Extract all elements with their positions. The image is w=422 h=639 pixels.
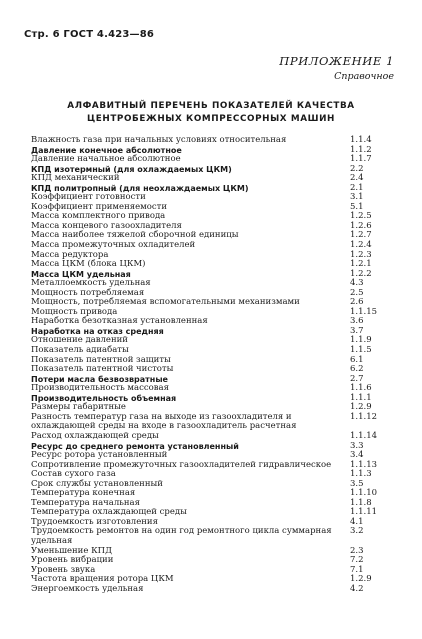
item-number: 4.1 [350, 516, 364, 527]
item-label: Мощность, потребляемая вспомогательными механизмами [31, 297, 300, 308]
item-label: КПД политропный (для неохлаждаемых ЦКМ) [31, 183, 249, 193]
item-label: Масса концевого газоохладителя [31, 220, 182, 231]
item-label: Коэффициент применяемости [31, 201, 167, 212]
item-number: 1.1.8 [350, 497, 372, 508]
item-number: 1.2.5 [350, 211, 372, 222]
item-number: 3.2 [350, 526, 364, 537]
item-number: 1.1.13 [350, 459, 378, 470]
item-number: 1.2.2 [350, 268, 372, 279]
item-label: Мощность привода [31, 306, 118, 317]
item-label: Сопротивление промежуточных газоохладителей гидравлическое [31, 459, 332, 470]
item-number: 1.1.12 [350, 411, 378, 422]
list-item [31, 432, 396, 442]
list-item [31, 260, 396, 270]
item-number: 6.2 [350, 364, 364, 375]
item-number: 1.2.1 [350, 259, 372, 270]
item-number: 2.6 [350, 297, 364, 308]
appendix-title: ПРИЛОЖЕНИЕ 1 [279, 54, 394, 68]
item-label: Масса редуктора [31, 249, 109, 260]
list-item [31, 413, 396, 432]
item-label: Ресурс до среднего ремонта установленный [31, 441, 239, 451]
item-number: 1.2.9 [350, 402, 372, 413]
document-title-line-1: АЛФАВИТНЫЙ ПЕРЕЧЕНЬ ПОКАЗАТЕЛЕЙ КАЧЕСТВА [67, 101, 355, 111]
item-number: 3.6 [350, 316, 364, 327]
item-label: Масса ЦКМ (блока ЦКМ) [31, 259, 146, 270]
item-label: Масса промежуточных охладителей [31, 240, 196, 251]
item-label: Уменьшение КПД [31, 545, 112, 556]
list-item [31, 384, 396, 394]
item-number: 3.4 [350, 450, 364, 461]
list-item [31, 585, 396, 595]
item-label: Масса комплектного привода [31, 211, 166, 222]
item-label: Температура конечная [31, 488, 136, 499]
item-label: Давление начальное абсолютное [31, 154, 181, 165]
item-number: 1.1.1 [350, 392, 372, 403]
item-number: 1.1.4 [350, 135, 372, 145]
list-item [31, 365, 396, 375]
item-label: Температура начальная [31, 497, 140, 508]
item-number: 1.1.6 [350, 383, 372, 394]
item-number: 1.2.6 [350, 220, 372, 231]
item-number: 4.3 [350, 278, 364, 289]
item-number: 1.1.10 [350, 488, 378, 499]
item-number: 2.7 [350, 373, 364, 384]
item-label: Расход охлаждающей среды [31, 430, 159, 441]
item-number: 1.2.7 [350, 230, 372, 241]
item-number: 3.3 [350, 440, 364, 451]
item-label: Металлоемкость удельная [31, 278, 151, 289]
document-title-line-2: ЦЕНТРОБЕЖНЫХ КОМПРЕССОРНЫХ МАШИН [86, 114, 336, 124]
list-item [31, 317, 396, 327]
item-number: 2.2 [350, 163, 364, 174]
item-number: 3.5 [350, 478, 364, 489]
item-number: 1.2.4 [350, 240, 372, 251]
item-label: Производительность массовая [31, 383, 169, 394]
item-label: Уровень звука [31, 564, 96, 575]
item-label: Показатель патентной защиты [31, 354, 171, 365]
item-number: 1.1.14 [350, 430, 378, 441]
item-label: Коэффициент готовности [31, 192, 146, 203]
item-label: Отношение давлений [31, 335, 128, 346]
item-label: Масса наиболее тяжелой сборочной единицы [31, 230, 239, 241]
item-label: Срок службы установленный [31, 478, 163, 489]
item-number: 1.1.5 [350, 345, 372, 356]
item-label: Мощность потребляемая [31, 287, 145, 298]
item-label: Масса ЦКМ удельная [31, 269, 131, 279]
item-label: Состав сухого газа [31, 469, 116, 480]
list-item [31, 155, 396, 165]
appendix-block [279, 54, 394, 82]
item-number: 1.1.7 [350, 154, 372, 165]
item-label: Показатель патентной чистоты [31, 364, 174, 375]
item-label: Наработка на отказ средняя [31, 326, 164, 336]
item-number: 7.1 [350, 564, 364, 575]
item-number: 2.3 [350, 545, 364, 556]
appendix-subtitle: Справочное [334, 71, 394, 82]
item-label: Температура охлаждающей среды [31, 507, 187, 518]
item-label: Влажность газа при начальных условиях относительная [31, 135, 287, 145]
item-number: 2.4 [350, 173, 364, 184]
item-number: 1.1.2 [350, 144, 372, 155]
item-number: 1.1.11 [350, 507, 378, 518]
item-label: Трудоемкость изготовления [31, 516, 158, 527]
page-header: Стр. 6 ГОСТ 4.423—86 [24, 29, 155, 40]
item-number: 2.1 [350, 182, 364, 193]
item-number: 1.1.15 [350, 306, 378, 317]
item-label: Энергоемкость удельная [31, 583, 144, 594]
item-number: 3.1 [350, 192, 364, 203]
item-label: Разность температур газа на выходе из газоохладителя и охлаждающей среды на входе в газоохладитель расчетная [31, 411, 297, 432]
item-label: Потери масла безвозвратные [31, 374, 168, 384]
list-item [31, 136, 396, 146]
item-label: Производительность объемная [31, 393, 177, 403]
item-label: Наработка безотказная установленная [31, 316, 208, 327]
item-number: 1.1.3 [350, 469, 372, 480]
item-label: Трудоемкость ремонтов на один год ремонтного цикла суммарная удельная [31, 526, 332, 546]
list-item [31, 527, 396, 546]
item-number: 4.2 [350, 583, 364, 594]
list-item [31, 174, 396, 184]
item-label: Показатель адиабаты [31, 345, 129, 356]
item-label: Давление конечное абсолютное [31, 145, 182, 155]
indicator-index-list [31, 136, 396, 594]
item-number: 2.5 [350, 287, 364, 298]
item-label: Ресурс ротора установленный [31, 450, 168, 461]
item-number: 5.1 [350, 201, 364, 212]
item-number: 1.2.3 [350, 249, 372, 260]
item-label: Частота вращения ротора ЦКМ [31, 574, 174, 585]
item-number: 6.1 [350, 354, 364, 365]
item-label: КПД механический [31, 173, 120, 184]
item-label: КПД изотермный (для охлаждаемых ЦКМ) [31, 164, 232, 174]
item-number: 7.2 [350, 555, 364, 566]
item-number: 1.1.9 [350, 335, 372, 346]
item-label: Уровень вибрации [31, 555, 114, 566]
item-number: 3.7 [350, 325, 364, 336]
item-number: 1.2.9 [350, 574, 372, 585]
item-label: Размеры габаритные [31, 402, 126, 413]
